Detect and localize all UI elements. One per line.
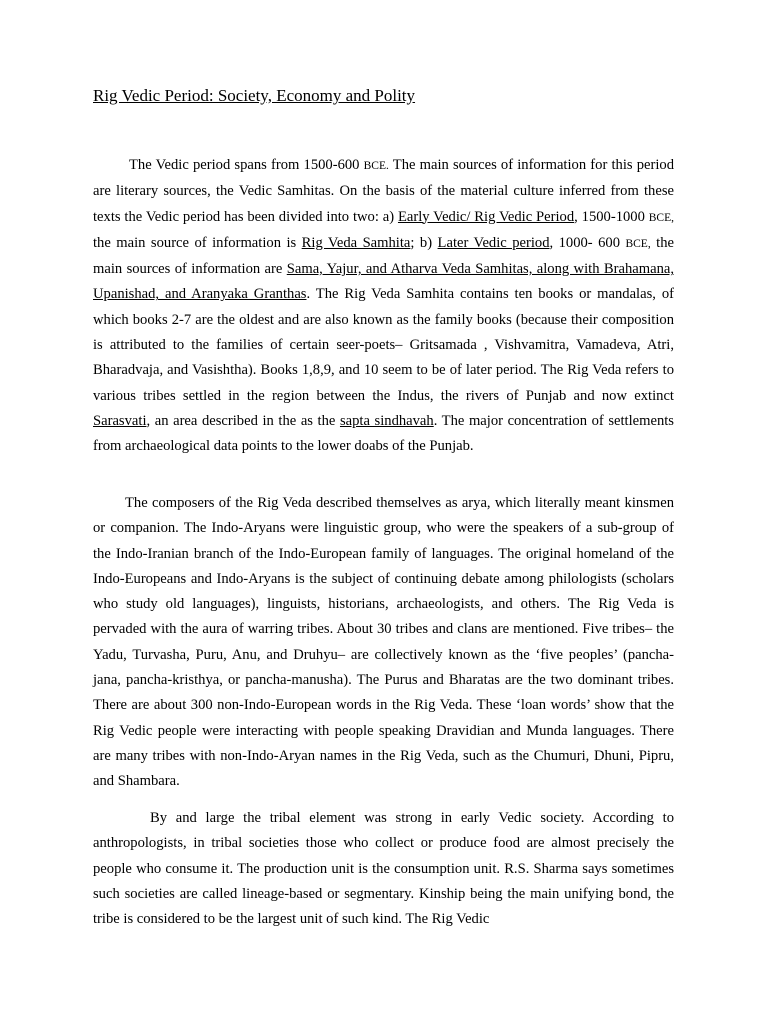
- bce-label: BCE,: [625, 237, 651, 250]
- bce-label: BCE,: [648, 211, 674, 224]
- paragraph-3: By and large the tribal element was strong in early Vedic society. According to anthropologists, in tribal societies those who collect or produce food are almost precisely the people who consume it. The production unit is the consumption unit. R.S. Sharma says sometimes such societies are called lineage-based or segmentary. Kinship being the main unifying bond, the tribe is considered to be the largest unit of such kind. The Rig Vedic: [93, 810, 674, 928]
- p1-text: , an area described in the as the: [146, 412, 340, 429]
- paragraph-1: [93, 153, 674, 460]
- p1-text: . The major concentration of settlements from archaeological data points to the lower doabs of the Punjab.: [93, 412, 674, 455]
- p1-text: the main source of information is: [93, 234, 302, 251]
- p1-text: the main sources of information are: [93, 234, 675, 278]
- underlined-term-sapta-sindhavah: sapta sindhavah: [339, 412, 434, 429]
- underlined-term-early-vedic: Early Vedic/ Rig Vedic Period: [397, 208, 575, 225]
- bce-label: BCE.: [363, 160, 389, 172]
- underlined-term-rig-veda-samhita: Rig Veda Samhita: [301, 234, 411, 251]
- p1-text: The Vedic period spans from 1500-600: [129, 157, 364, 173]
- p1-text: , 1500-1000: [574, 208, 649, 225]
- p1-text: The main sources of information for this period are literary sources, the Vedic Samhitas. On the basis of the material culture inferred from these texts the Vedic period has been divided into two: a): [93, 157, 674, 225]
- paragraph-2: The composers of the Rig Veda described themselves as arya, which literally meant kinsmen or companion. The Indo-Aryans were linguistic group, who were the speakers of a sub-group of the Indo-Iranian branch of the Indo-European family of languages. The original homeland of the Indo-Europeans and Indo-Aryans is the subject of continuing debate among philologists (scholars who study old languages), linguists, historians, archaeologists, and others. The Rig Veda is pervaded with the aura of warring tribes. About 30 tribes and clans are mentioned. Five tribes– the Yadu, Turvasha, Puru, Anu, and Druhyu– are collectively known as the ‘five peoples’ (pancha-jana, pancha-kristhya, or pancha-manusha). The Purus and Bharatas are the two dominant tribes. There are about 300 non-Indo-European words in the Rig Veda. These ‘loan words’ show that the Rig Vedic people were interacting with people speaking Dravidian and Munda languages. There are many tribes with non-Indo-Aryan names in the Rig Veda, such as the Chumuri, Dhuni, Pipru, and Shambara.: [93, 495, 674, 790]
- p1-text: , 1000- 600: [549, 234, 626, 251]
- underlined-term-samhitas: Sama, Yajur, and Atharva Veda Samhitas, along with Brahamana, Upanishad, and Aranyaka Granthas: [93, 261, 674, 303]
- page-title: Rig Vedic Period: Society, Economy and Polity: [93, 86, 416, 105]
- p1-text: ; b): [410, 234, 438, 251]
- underlined-term-later-vedic: Later Vedic period: [437, 234, 550, 251]
- underlined-term-sarasvati: Sarasvati: [93, 412, 147, 429]
- p1-text: . The Rig Veda Samhita contains ten books or mandalas, of which books 2-7 are the oldest and are also known as the family books (because their composition is attributed to the families of certain seer-poets– Gritsamada , Vishvamitra, Vamadeva, Atri, Bharadvaja, and Vasishtha). Books 1,8,9, and 10 seem to be of later period. The Rig Veda refers to various tribes settled in the region between the Indus, the rivers of Punjab and now extinct: [93, 286, 674, 404]
